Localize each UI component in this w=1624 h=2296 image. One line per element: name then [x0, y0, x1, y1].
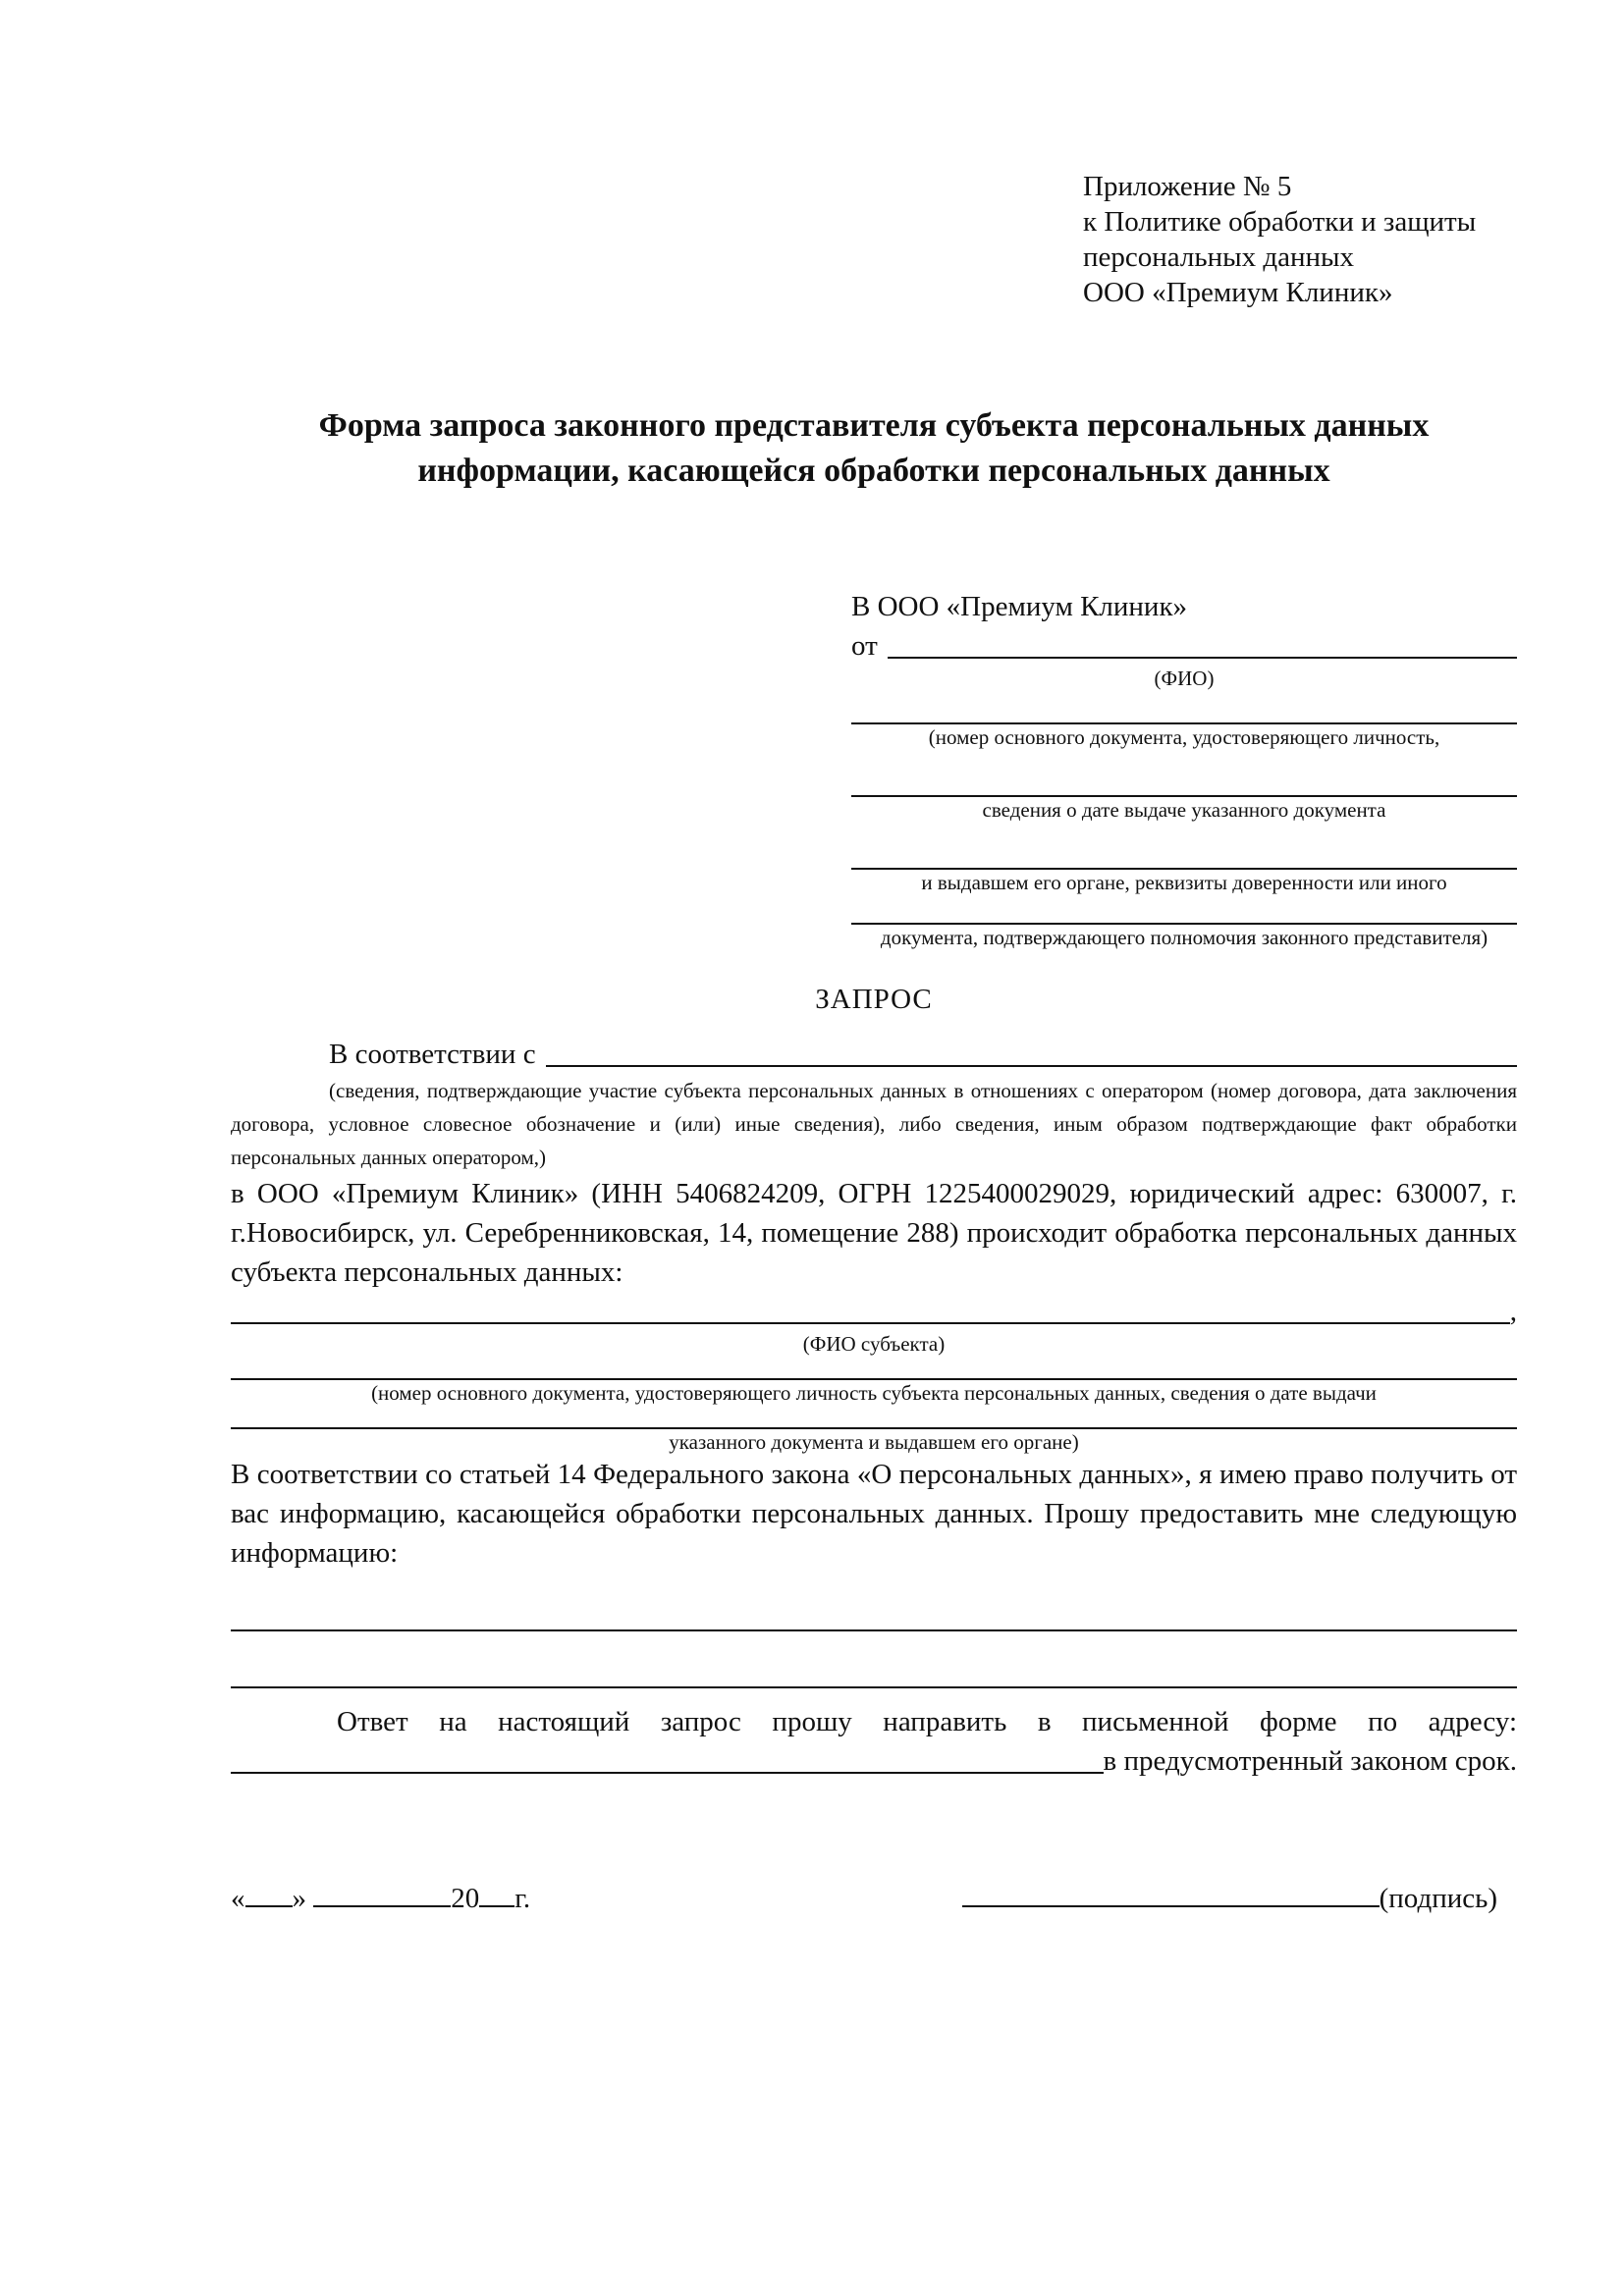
from-row — [851, 626, 1517, 666]
appendix-line: к Политике обработки и защиты — [1083, 206, 1477, 238]
operator-paragraph: в ООО «Премиум Клиник» (ИНН 5406824209, ОГРН 1225400029029, юридический адрес: 630007, г. г.Новосибирск, ул. Серебренниковская, 14, помещение 288) происходит обработка персональных данных субъекта персональных данных: — [231, 1178, 1517, 1288]
blank-underline — [231, 1629, 1517, 1631]
answer-tail: в предусмотренный законом срок. — [1103, 1745, 1517, 1777]
subject-doc-label: указанного документа и выдавшем его органе) — [669, 1430, 1079, 1454]
appendix-line: Приложение № 5 — [1083, 171, 1292, 202]
law-paragraph: В соответствии со статьей 14 Федерального закона «О персональных данных», я имею право получить от вас информацию, касающейся обработки персональных данных. Прошу предоставить мне следующую информацию: — [231, 1459, 1517, 1569]
from-label: от — [851, 630, 878, 662]
answer-paragraph: Ответ на настоящий запрос прошу направить в письменной форме по адресу: — [337, 1706, 1517, 1737]
request-heading: ЗАПРОС — [815, 984, 933, 1015]
signature-underline — [962, 1874, 1380, 1907]
appendix-line: персональных данных — [1083, 241, 1355, 273]
blank-underline — [231, 1686, 1517, 1688]
address-underline — [231, 1741, 1104, 1774]
quote-open: « — [231, 1883, 245, 1914]
footnote: (сведения, подтверждающие участие субъекта персональных данных в отношениях с оператором (номер договора, дата заключения договора, условное словесное обозначение и (или) иные сведения), либо сведения, иным образом подтверждающие факт обработки персональных данных оператором,) — [231, 1079, 1517, 1169]
accordance-underline — [546, 1035, 1517, 1067]
appendix-block — [1083, 169, 1517, 310]
day-underline — [245, 1874, 293, 1907]
fio-label: (ФИО) — [1154, 667, 1215, 690]
addressee-to: В ООО «Премиум Клиник» — [851, 591, 1188, 622]
subject-doc-label: (номер основного документа, удостоверяющего личность субъекта персональных данных, сведения о дате выдачи — [371, 1381, 1377, 1405]
accordance-row — [231, 1035, 1517, 1074]
subject-fio-row — [231, 1292, 1517, 1331]
date-field — [231, 1874, 530, 1918]
quote-close: » — [292, 1883, 306, 1914]
accordance-label: В соответствии с — [329, 1039, 536, 1070]
doc-label: и выдавшем его органе, реквизиты доверенности или иного — [921, 871, 1447, 894]
year-prefix: 20 — [451, 1883, 480, 1914]
signature-label: (подпись) — [1379, 1883, 1497, 1914]
doc-label: документа, подтверждающего полномочия законного представителя) — [880, 926, 1489, 949]
subject-fio-label: (ФИО субъекта) — [802, 1332, 946, 1356]
comma: , — [1509, 1296, 1517, 1327]
document-title: Форма запроса законного представителя субъекта персональных данных информации, касающейся обработки персональных данных — [318, 407, 1430, 489]
doc-label: (номер основного документа, удостоверяющего личность, — [928, 725, 1440, 749]
answer-address-row — [231, 1741, 1517, 1781]
addressee-block — [851, 587, 1517, 950]
year-underline — [479, 1874, 514, 1907]
month-underline — [313, 1874, 451, 1907]
appendix-line: ООО «Премиум Клиник» — [1083, 277, 1393, 308]
subject-fio-underline — [231, 1292, 1510, 1324]
year-suffix: г. — [514, 1883, 531, 1914]
signature-row — [231, 1874, 1517, 1918]
doc-label: сведения о дате выдаче указанного документа — [982, 798, 1386, 822]
signature-field — [962, 1874, 1497, 1918]
fio-underline — [888, 626, 1517, 659]
